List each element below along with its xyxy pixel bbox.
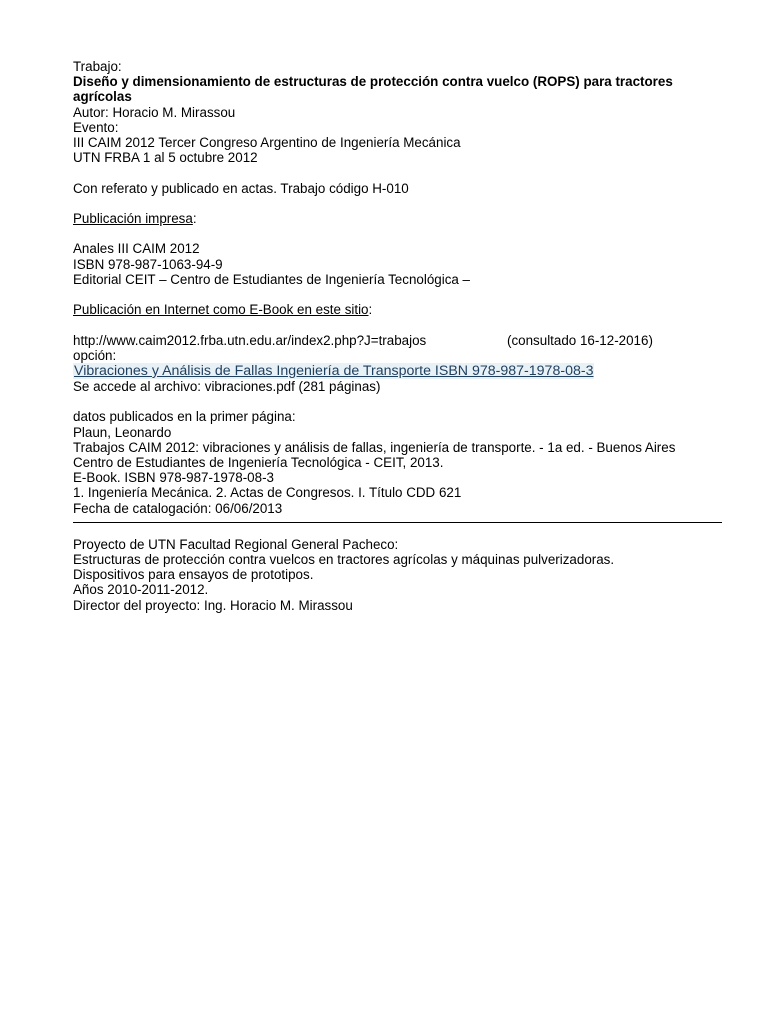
print-publication-label: Publicación impresa	[73, 211, 193, 226]
project-line: Años 2010-2011-2012.	[73, 582, 209, 598]
print-publication-heading	[73, 211, 723, 226]
author-line: Autor: Horacio M. Mirassou	[73, 104, 236, 120]
first-page-line: E-Book. ISBN 978-987-1978-08-3	[73, 470, 274, 486]
internet-publication-colon: :	[368, 302, 373, 318]
url-row	[73, 333, 723, 348]
annals-line: Anales III CAIM 2012	[73, 241, 200, 257]
work-title: Diseño y dimensionamiento de estructuras de protección contra vuelco (ROPS) para tractores agrícolas	[73, 74, 673, 105]
work-label: Trabajo:	[73, 59, 122, 74]
publisher-line: Editorial CEIT – Centro de Estudiantes de Ingeniería Tecnológica –	[73, 271, 471, 287]
spacer	[73, 317, 723, 332]
option-label: opción:	[73, 347, 117, 363]
spacer	[73, 196, 723, 211]
horizontal-divider	[73, 522, 722, 523]
ebook-link-row	[73, 363, 723, 379]
first-page-line: Plaun, Leonardo	[73, 424, 172, 440]
file-access-line: Se accede al archivo: vibraciones.pdf (281 páginas)	[73, 378, 381, 394]
project-line: Proyecto de UTN Facultad Regional General Pacheco:	[73, 536, 399, 552]
isbn-print-line: ISBN 978-987-1063-94-9	[73, 256, 223, 272]
consulted-date: (consultado 16-12-2016)	[507, 332, 653, 348]
event-label: Evento:	[73, 119, 119, 135]
ebook-link[interactable]: Vibraciones y Análisis de Fallas Ingeniería de Transporte ISBN 978-987-1978-08-3	[74, 362, 594, 379]
first-page-line: 1. Ingeniería Mecánica. 2. Actas de Congresos. I. Título CDD 621	[73, 485, 462, 501]
project-line: Director del proyecto: Ing. Horacio M. Mirassou	[73, 597, 353, 613]
project-line: Dispositivos para ensayos de prototipos.	[73, 567, 314, 583]
referee-note: Con referato y publicado en actas. Trabajo código H-010	[73, 180, 409, 196]
site-url[interactable]: http://www.caim2012.frba.utn.edu.ar/index2.php?J=trabajos	[73, 332, 427, 348]
print-publication-colon: :	[192, 211, 197, 226]
internet-publication-heading	[73, 302, 723, 317]
first-page-line: Trabajos CAIM 2012: vibraciones y análisis de fallas, ingeniería de transporte. - 1a ed. - Buenos Aires	[73, 439, 676, 455]
event-name: III CAIM 2012 Tercer Congreso Argentino de Ingeniería Mecánica	[73, 135, 461, 151]
first-page-line: Centro de Estudiantes de Ingeniería Tecnológica - CEIT, 2013.	[73, 454, 444, 470]
first-page-label: datos publicados en la primer página:	[73, 409, 296, 425]
first-page-line: Fecha de catalogación: 06/06/2013	[73, 500, 283, 516]
event-place-date: UTN FRBA 1 al 5 octubre 2012	[73, 150, 258, 166]
spacer	[73, 165, 723, 180]
spacer	[73, 394, 723, 409]
document-page	[73, 59, 723, 613]
spacer	[73, 287, 723, 302]
project-line: Estructuras de protección contra vuelcos en tractores agrícolas y máquinas pulverizadoras.	[73, 551, 615, 567]
spacer	[73, 226, 723, 241]
internet-publication-label: Publicación en Internet como E-Book en este sitio	[73, 302, 369, 318]
